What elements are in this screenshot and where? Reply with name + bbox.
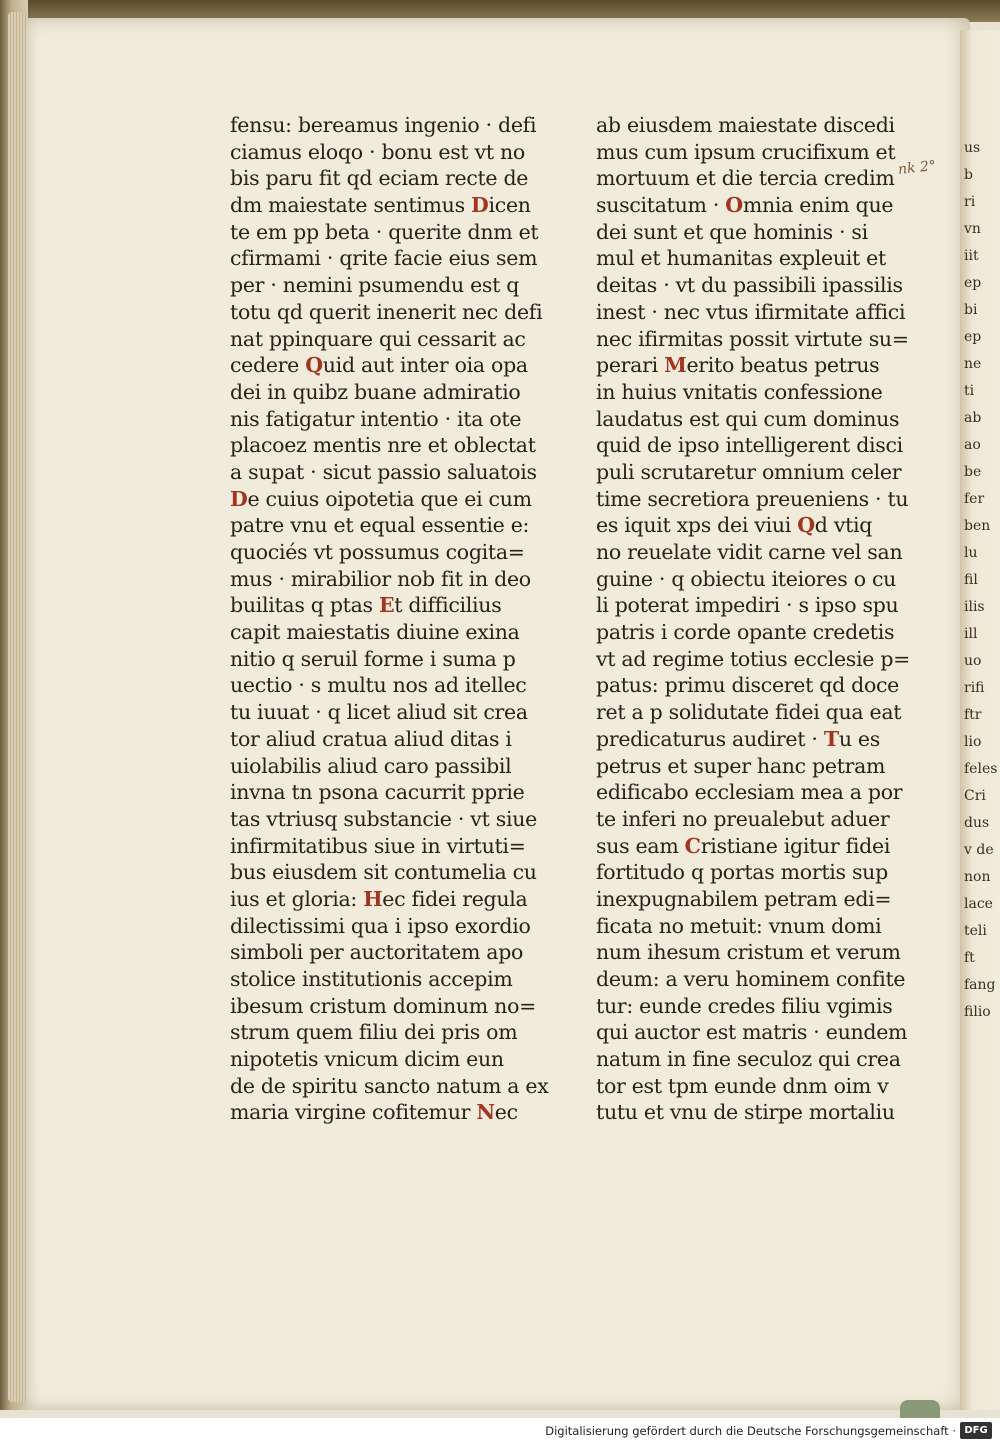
text-line: predicaturus audiret · Tu es <box>596 726 880 751</box>
text-line: nitio q seruil forme i suma p <box>230 646 516 671</box>
text-line: inexpugnabilem petram edi= <box>596 886 892 911</box>
facing-page-fragment: rifi <box>964 680 985 696</box>
text-line: builitas q ptas Et difficilius <box>230 593 502 618</box>
footer-credit: Digitalisierung gefördert durch die Deutsche Forschungsgemeinschaft · <box>545 1424 956 1438</box>
text-line: ab eiusdem maiestate discedi <box>596 113 895 137</box>
marginal-note: nk 2° <box>897 158 937 178</box>
rubricated-initial: E <box>378 593 395 618</box>
text-line: De cuius oipotetia que ei cum <box>230 486 532 511</box>
rubricated-initial: D <box>471 193 489 218</box>
text-line: natum in fine seculoz qui crea <box>596 1047 901 1072</box>
facing-page-fragment: uo <box>964 653 982 669</box>
text-line: ret a p solidutate fidei qua eat <box>596 700 902 725</box>
text-line: ciamus eloqo · bonu est vt no <box>230 139 525 164</box>
text-line: qui auctor est matris · eundem <box>596 1020 908 1045</box>
rubricated-initial: O <box>725 193 743 218</box>
facing-page-fragment: lu <box>964 545 978 561</box>
text-line: ibesum cristum dominum no= <box>230 993 536 1018</box>
text-line: tor est tpm eunde dnm oim v <box>596 1073 889 1098</box>
text-line: no reuelate vidit carne vel san <box>596 540 903 564</box>
facing-page-fragment: dus <box>964 815 990 831</box>
facing-page-fragment: ab <box>964 410 982 426</box>
text-line: totu qd querit inenerit nec defi <box>230 299 543 324</box>
text-line: mul et humanitas expleuit et <box>596 246 886 271</box>
text-line: stolice institutionis accepim <box>230 967 513 991</box>
facing-page-fragment: fil <box>964 572 978 588</box>
text-line: infirmitatibus siue in virtuti= <box>230 833 526 858</box>
text-line: li poterat impediri · s ipso spu <box>596 593 899 618</box>
text-line: placoez mentis nre et oblectat <box>230 433 536 458</box>
text-column-left <box>230 112 549 1126</box>
text-line: nipotetis vnicum dicim eun <box>230 1047 504 1072</box>
page-stack <box>8 12 28 1402</box>
text-line: tutu et vnu de stirpe mortaliu <box>596 1100 895 1125</box>
facing-page-fragment: ftr <box>964 707 982 723</box>
text-line: invna tn psona cacurrit pprie <box>230 780 525 805</box>
text-line: te em pp beta · querite dnm et <box>230 219 539 244</box>
text-line: laudatus est qui cum dominus <box>596 406 900 431</box>
text-line: ficata no metuit: vnum domi <box>596 913 882 938</box>
facing-page-fragment: feles <box>964 761 998 777</box>
text-line: patre vnu et equal essentie e: <box>230 513 530 538</box>
text-line: tas vtriusq substancie · vt siue <box>230 806 537 831</box>
text-line: vt ad regime totius ecclesie p= <box>596 646 911 671</box>
facing-page-fragment: filio <box>964 1004 991 1020</box>
text-line: in huius vnitatis confessione <box>596 379 883 404</box>
facing-page-fragment: be <box>964 464 982 480</box>
rubricated-initial: D <box>230 486 248 511</box>
text-line: de de spiritu sancto natum a ex <box>230 1073 549 1098</box>
facing-page-fragment: lace <box>964 896 993 912</box>
facing-page-fragment: v de <box>964 842 994 858</box>
text-line: ius et gloria: Hec fidei regula <box>230 886 528 911</box>
facing-page-fragment: ti <box>964 383 975 399</box>
text-line: perari Merito beatus petrus <box>596 353 880 378</box>
rubricated-initial: M <box>664 353 687 378</box>
facing-page-fragment: fang <box>964 977 996 993</box>
text-line: simboli per auctoritatem apo <box>230 940 524 965</box>
text-line: dei in quibz buane admiratio <box>230 379 521 404</box>
dfg-logo[interactable]: DFG <box>960 1422 992 1439</box>
text-line: dei sunt et que hominis · si <box>596 219 868 244</box>
facing-page-fragment: ilis <box>964 599 985 615</box>
text-line: es iquit xps dei viui Qd vtiq <box>596 513 873 538</box>
facing-page-fragment: iit <box>964 248 979 264</box>
text-line: nec ifirmitas possit virtute su= <box>596 326 909 351</box>
facing-page-fragment: us <box>964 140 981 156</box>
facing-page-fragment: ne <box>964 356 982 372</box>
facing-page-fragment: lio <box>964 734 982 750</box>
facing-page-fragment: ri <box>964 194 976 210</box>
text-line: petrus et super hanc petram <box>596 753 886 778</box>
rubricated-initial: Q <box>797 513 815 538</box>
facing-page-fragment: Cri <box>964 788 986 804</box>
text-line: num ihesum cristum et verum <box>596 940 901 965</box>
text-line: te inferi no preualebut aduer <box>596 806 890 831</box>
text-line: bus eiusdem sit contumelia cu <box>230 860 537 885</box>
facing-page-fragment: teli <box>964 923 987 939</box>
text-line: suscitatum · Omnia enim que <box>596 193 894 218</box>
text-line: patris i corde opante credetis <box>596 620 895 645</box>
text-line: patus: primu disceret qd doce <box>596 673 900 698</box>
text-line: fensu: bereamus ingenio · defi <box>230 113 537 137</box>
text-line: a supat · sicut passio saluatois <box>230 459 537 484</box>
text-line: nat ppinquare qui cessarit ac <box>230 326 526 351</box>
text-line: mus cum ipsum crucifixum et <box>596 139 896 164</box>
text-line: maria virgine cofitemur Nec <box>230 1100 518 1125</box>
text-line: capit maiestatis diuine exina <box>230 620 520 645</box>
text-line: tor aliud cratua aliud ditas i <box>230 726 512 751</box>
text-line: per · nemini psumendu est q <box>230 273 520 298</box>
text-line: puli scrutaretur omnium celer <box>596 459 902 484</box>
facing-page-fragment: ep <box>964 275 982 291</box>
facing-page-fragment: ep <box>964 329 982 345</box>
text-line: sus eam Cristiane igitur fidei <box>596 833 891 858</box>
text-column-right <box>596 112 911 1126</box>
text-line: guine · q obiectu iteiores o cu <box>596 566 897 591</box>
text-line: mortuum et die tercia credim <box>596 166 895 191</box>
facing-page-fragment: ben <box>964 518 991 534</box>
facing-page-fragment: b <box>964 167 973 183</box>
facing-page-fragment: fer <box>964 491 985 507</box>
bookmark-ribbon <box>900 1400 940 1418</box>
facing-page-fragment: vn <box>964 221 981 237</box>
text-line: nis fatigatur intentio · ita ote <box>230 406 522 431</box>
text-line: cfirmami · qrite facie eius sem <box>230 246 538 271</box>
text-line: strum quem filiu dei pris om <box>230 1020 518 1045</box>
text-line: dm maiestate sentimus Dicen <box>230 193 531 218</box>
rubricated-initial: N <box>476 1100 495 1125</box>
text-line: inest · nec vtus ifirmitate affici <box>596 299 906 324</box>
text-line: mus · mirabilior nob fit in deo <box>230 566 531 591</box>
rubricated-initial: T <box>823 726 839 751</box>
text-line: cedere Quid aut inter oia opa <box>230 353 528 378</box>
text-line: tur: eunde credes filiu vgimis <box>596 993 893 1018</box>
text-line: quid de ipso intelligerent disci <box>596 433 903 458</box>
text-line: dilectissimi qua i ipso exordio <box>230 913 531 938</box>
rubricated-initial: H <box>363 886 383 911</box>
text-line: bis paru fit qd eciam recte de <box>230 166 529 191</box>
text-line: edificabo ecclesiam mea a por <box>596 780 903 805</box>
facing-page-fragment: non <box>964 869 991 885</box>
facing-page-fragment: ao <box>964 437 981 453</box>
text-line: quociés vt possumus cogita= <box>230 540 525 564</box>
text-line: tu iuuat · q licet aliud sit crea <box>230 700 528 725</box>
text-line: time secretiora preueniens · tu <box>596 486 909 511</box>
rubricated-initial: C <box>684 833 701 858</box>
right-facing-page <box>960 30 1000 1410</box>
facing-page-fragment: ill <box>964 626 978 642</box>
digitization-footer <box>0 1418 1000 1445</box>
facing-page-fragment: ft <box>964 950 975 966</box>
rubricated-initial: Q <box>305 353 323 378</box>
text-line: fortitudo q portas mortis sup <box>596 860 888 885</box>
text-line: deitas · vt du passibili ipassilis <box>596 273 903 298</box>
facing-page-fragment: bi <box>964 302 978 318</box>
text-line: deum: a veru hominem confite <box>596 967 906 991</box>
text-line: uectio · s multu nos ad itellec <box>230 673 527 698</box>
text-line: uiolabilis aliud caro passibil <box>230 753 512 778</box>
